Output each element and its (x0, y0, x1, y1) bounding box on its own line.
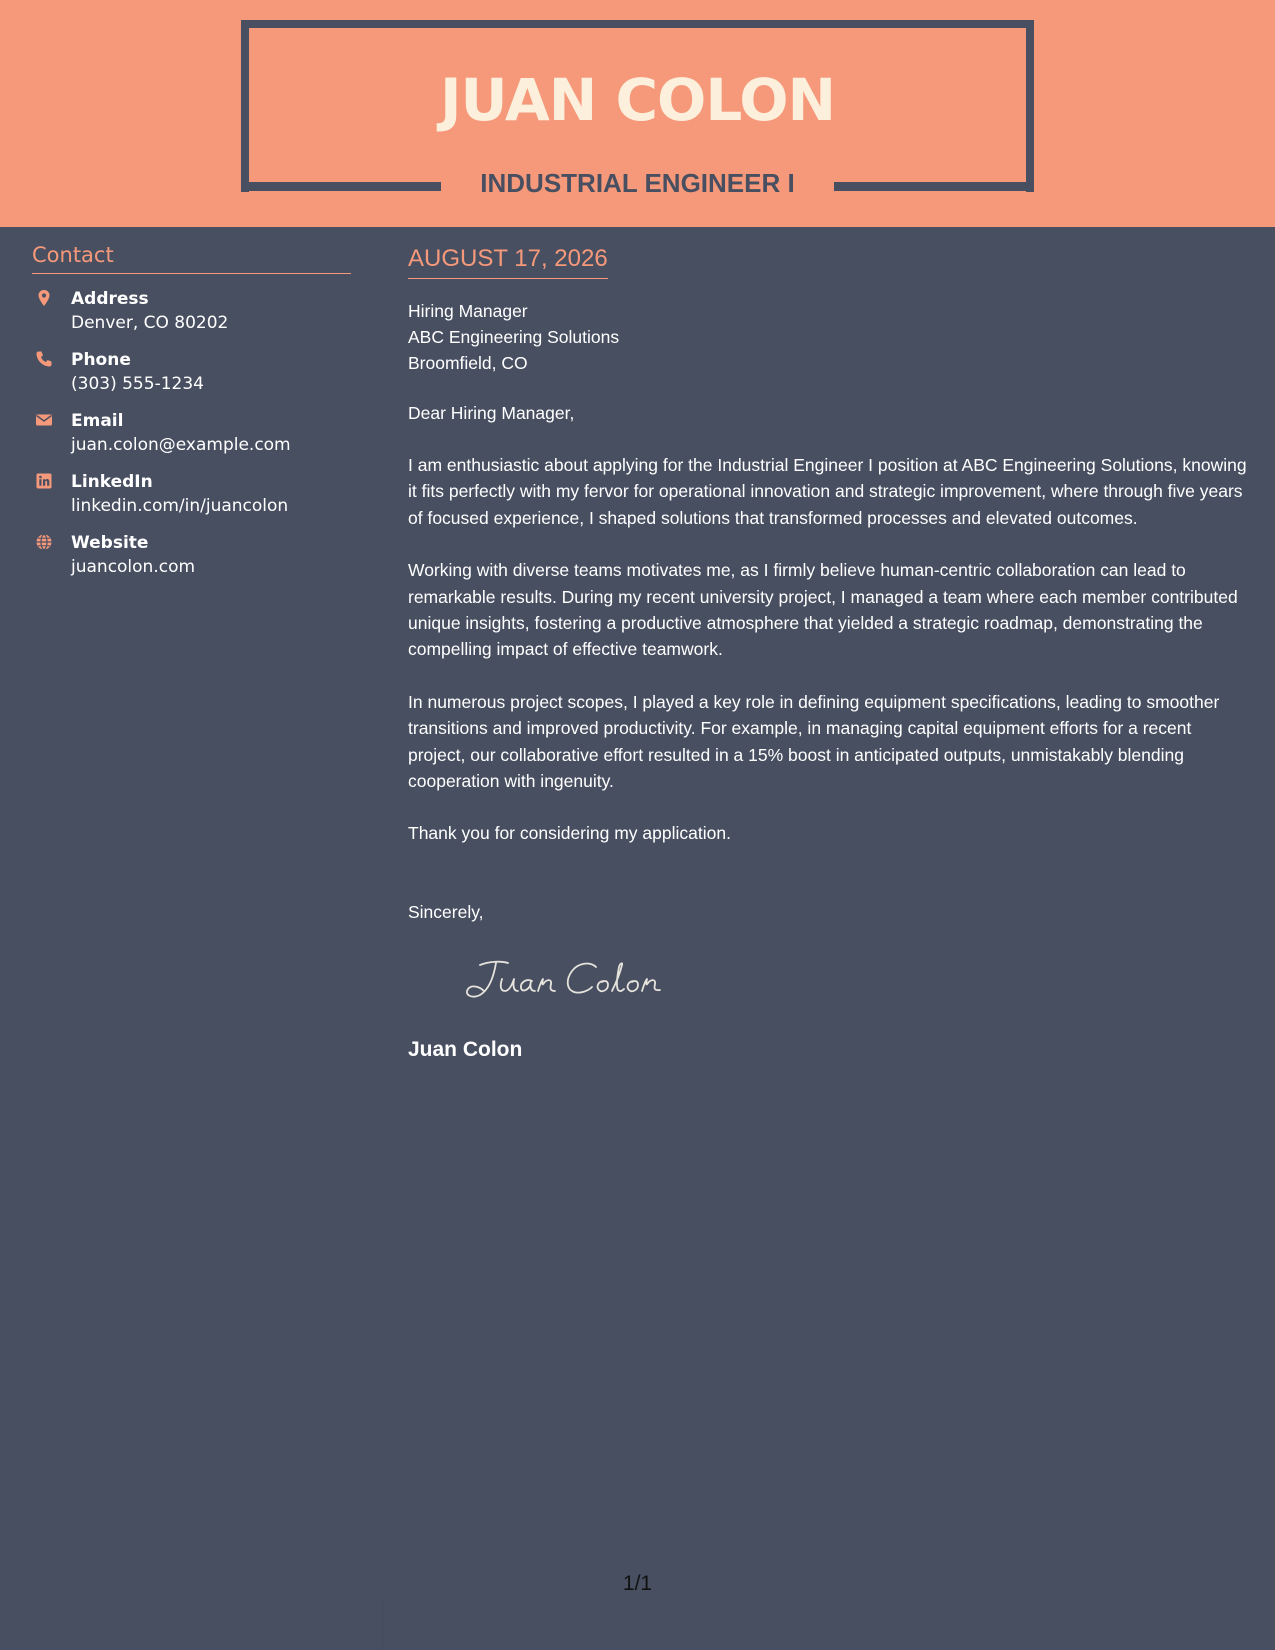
contact-phone (32, 348, 351, 396)
recipient-line: Hiring Manager (408, 301, 528, 321)
contact-value: (303) 555-1234 (71, 374, 204, 394)
closing: Sincerely, (408, 901, 484, 922)
contact-linkedin (32, 470, 351, 518)
contact-label: Website (71, 533, 149, 553)
contact-heading: Contact (32, 240, 351, 274)
recipient-line: Broomfield, CO (408, 353, 528, 373)
recipient-block (408, 298, 1248, 376)
letter-paragraph: Thank you for considering my application. (408, 823, 731, 844)
contact-value: linkedin.com/in/juancolon (71, 496, 289, 516)
contact-value: juancolon.com (71, 557, 196, 577)
greeting: Dear Hiring Manager, (408, 403, 575, 423)
contact-value: Denver, CO 80202 (71, 313, 229, 333)
letter-paragraph: Working with diverse teams motivates me, as I firmly believe human-centric collaboration can lead to remarkable results. During my recent university project, I managed a team where each member contributed unique insights, fostering a productive atmosphere that yielded a strategic roadmap, demonstrating the compelling impact of effective teamwork. (408, 560, 1238, 660)
header-band (0, 0, 1275, 227)
job-title: INDUSTRIAL ENGINEER I (480, 168, 795, 198)
contact-address (32, 287, 351, 335)
contact-label: Phone (71, 350, 131, 370)
linkedin-icon (35, 472, 53, 490)
globe-icon (35, 533, 53, 551)
contact-label: LinkedIn (71, 472, 153, 492)
signer-name: Juan Colon (408, 1037, 523, 1061)
contact-website (32, 531, 351, 579)
recipient-line: ABC Engineering Solutions (408, 327, 620, 347)
page-number: 1/1 (622, 1572, 653, 1595)
envelope-icon (35, 411, 53, 429)
handwritten-signature (450, 953, 690, 1003)
frame-bottom-right (834, 182, 1034, 191)
contact-sidebar (32, 240, 351, 579)
contact-value: juan.colon@example.com (71, 435, 291, 455)
phone-icon (35, 350, 53, 368)
map-pin-icon (35, 289, 53, 307)
contact-label: Address (71, 289, 149, 309)
contact-email (32, 409, 351, 457)
frame-bottom-left (241, 182, 441, 191)
contact-label: Email (71, 411, 124, 431)
letter-body (408, 244, 1248, 1064)
letter-paragraph: I am enthusiastic about applying for the Industrial Engineer I position at ABC Engineering Solutions, knowing it fits perfectly with my fervor for operational innovation and strategic improvement, where through five years of focused experience, I shaped solutions that transformed processes and elevated outcomes. (408, 455, 1247, 528)
letter-date: AUGUST 17, 2026 (408, 244, 608, 279)
applicant-name: JUAN COLON (439, 66, 836, 134)
column-divider (382, 1600, 383, 1650)
letter-paragraph: In numerous project scopes, I played a key role in defining equipment specifications, leading to smoother transitions and improved productivity. For example, in managing capital equipment efforts for a recent project, our collaborative effort resulted in a 15% boost in anticipated outputs, unmistakably blending cooperation with ingenuity. (408, 691, 1220, 792)
